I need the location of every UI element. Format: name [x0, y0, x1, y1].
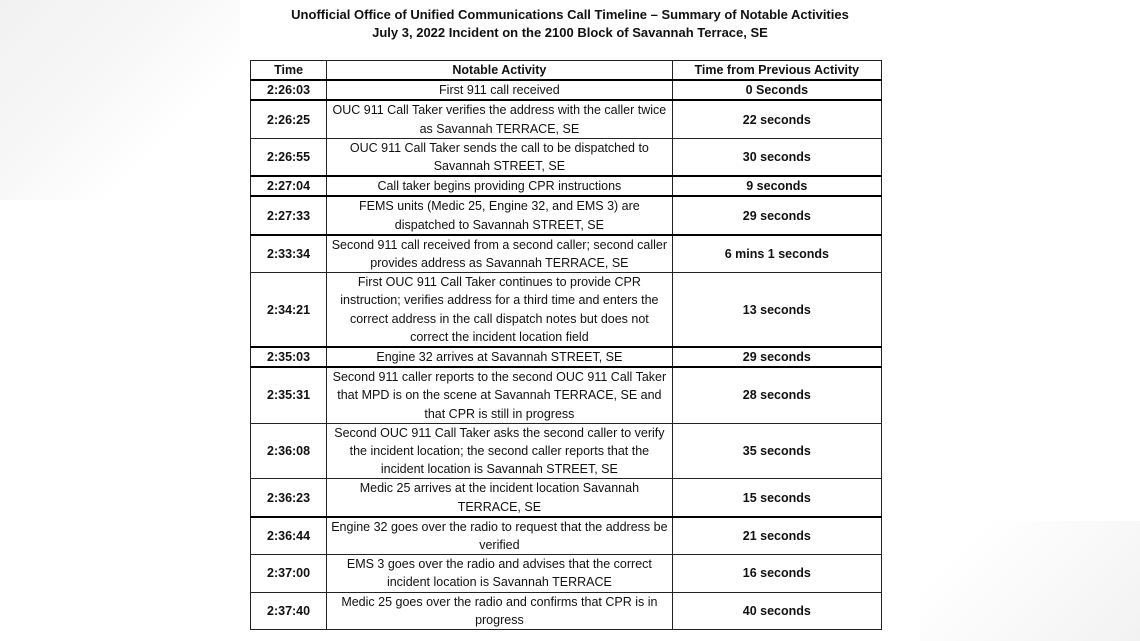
time-cell: 2:36:23: [251, 479, 327, 517]
activity-cell: First 911 call received: [327, 80, 673, 100]
delta-cell: 28 seconds: [672, 367, 881, 423]
time-cell: 2:26:25: [251, 100, 327, 138]
table-row: [251, 555, 882, 592]
delta-cell: 6 mins 1 seconds: [672, 235, 881, 273]
time-cell: 2:35:31: [251, 367, 327, 423]
column-header-delta: Time from Previous Activity: [672, 61, 881, 81]
table-row: [251, 347, 882, 367]
table-row: [251, 479, 882, 517]
table-row: [251, 138, 882, 176]
delta-cell: 21 seconds: [672, 517, 881, 555]
table-row: [251, 176, 882, 196]
delta-cell: 29 seconds: [672, 347, 881, 367]
activity-cell: OUC 911 Call Taker sends the call to be dispatched to Savannah STREET, SE: [327, 138, 673, 176]
time-cell: 2:27:04: [251, 176, 327, 196]
activity-cell: First OUC 911 Call Taker continues to provide CPR instruction; verifies address for a third time and enters the correct address in the call dispatch notes but does not correct the incident location field: [327, 273, 673, 347]
time-cell: 2:37:00: [251, 555, 327, 592]
time-cell: 2:26:55: [251, 138, 327, 176]
activity-cell: OUC 911 Call Taker verifies the address with the caller twice as Savannah TERRACE, SE: [327, 100, 673, 138]
activity-cell: EMS 3 goes over the radio and advises that the correct incident location is Savannah TERRACE: [327, 555, 673, 592]
document-title: [0, 6, 1140, 42]
delta-cell: 35 seconds: [672, 423, 881, 479]
time-cell: 2:26:03: [251, 80, 327, 100]
timeline-table: [250, 60, 882, 630]
table-header-row: [251, 61, 882, 81]
title-line-1: Unofficial Office of Unified Communications Call Timeline – Summary of Notable Activities: [291, 7, 849, 22]
title-line-2: July 3, 2022 Incident on the 2100 Block of Savannah Terrace, SE: [372, 25, 768, 40]
delta-cell: 29 seconds: [672, 196, 881, 234]
activity-cell: Second OUC 911 Call Taker asks the second caller to verify the incident location; the second caller reports that the incident location is Savannah STREET, SE: [327, 423, 673, 479]
table-row: [251, 367, 882, 423]
activity-cell: Engine 32 arrives at Savannah STREET, SE: [327, 347, 673, 367]
column-header-activity: Notable Activity: [327, 61, 673, 81]
time-cell: 2:37:40: [251, 592, 327, 629]
table-row: [251, 517, 882, 555]
activity-cell: Second 911 call received from a second caller; second caller provides address as Savannah TERRACE, SE: [327, 235, 673, 273]
time-cell: 2:33:34: [251, 235, 327, 273]
time-cell: 2:36:08: [251, 423, 327, 479]
time-cell: 2:36:44: [251, 517, 327, 555]
activity-cell: Second 911 caller reports to the second OUC 911 Call Taker that MPD is on the scene at Savannah TERRACE, SE and that CPR is still in progress: [327, 367, 673, 423]
delta-cell: 0 Seconds: [672, 80, 881, 100]
activity-cell: Medic 25 arrives at the incident location Savannah TERRACE, SE: [327, 479, 673, 517]
delta-cell: 40 seconds: [672, 592, 881, 629]
time-cell: 2:35:03: [251, 347, 327, 367]
background-shade: [920, 521, 1140, 641]
activity-cell: FEMS units (Medic 25, Engine 32, and EMS 3) are dispatched to Savannah STREET, SE: [327, 196, 673, 234]
delta-cell: 15 seconds: [672, 479, 881, 517]
delta-cell: 22 seconds: [672, 100, 881, 138]
table-row: [251, 100, 882, 138]
activity-cell: Engine 32 goes over the radio to request that the address be verified: [327, 517, 673, 555]
table-row: [251, 273, 882, 347]
table-row: [251, 196, 882, 234]
time-cell: 2:27:33: [251, 196, 327, 234]
activity-cell: Call taker begins providing CPR instructions: [327, 176, 673, 196]
table-row: [251, 592, 882, 629]
delta-cell: 16 seconds: [672, 555, 881, 592]
table-row: [251, 423, 882, 479]
delta-cell: 9 seconds: [672, 176, 881, 196]
time-cell: 2:34:21: [251, 273, 327, 347]
delta-cell: 30 seconds: [672, 138, 881, 176]
table-row: [251, 235, 882, 273]
activity-cell: Medic 25 goes over the radio and confirms that CPR is in progress: [327, 592, 673, 629]
delta-cell: 13 seconds: [672, 273, 881, 347]
column-header-time: Time: [251, 61, 327, 81]
table-row: [251, 80, 882, 100]
